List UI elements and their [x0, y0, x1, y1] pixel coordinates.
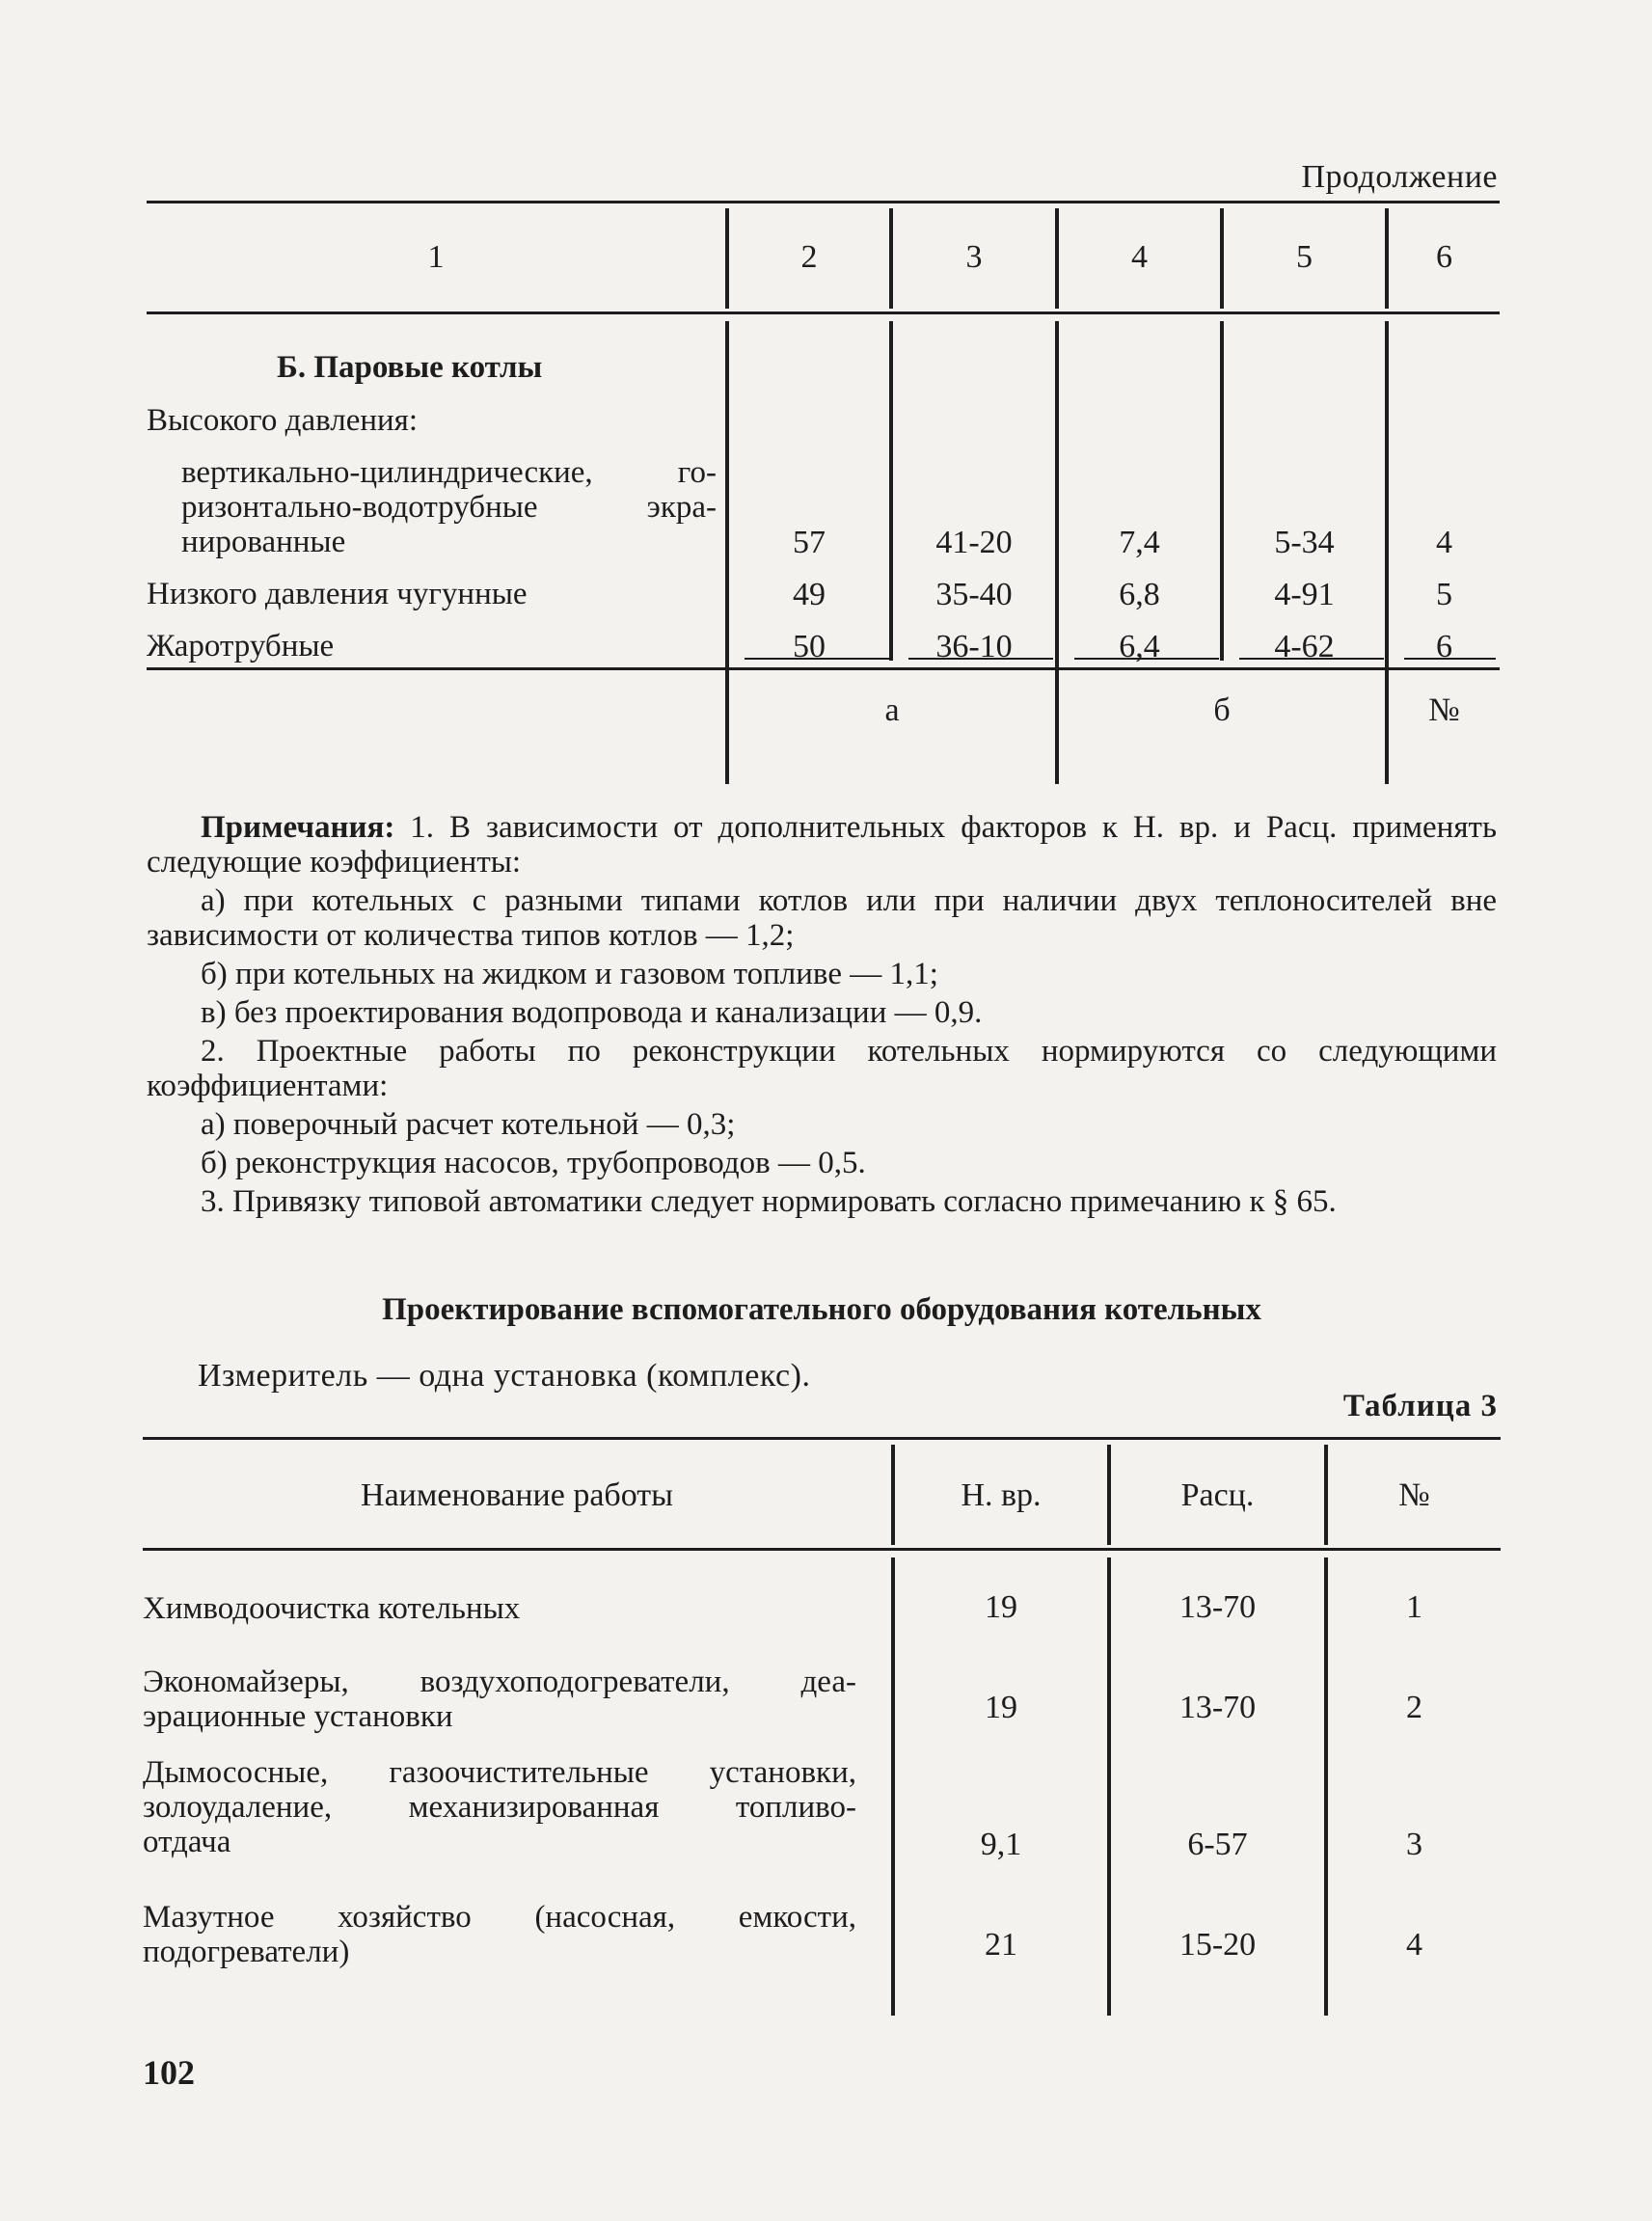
cell-value: 7,4 [1119, 525, 1160, 560]
cell-norm-time: 9,1 [980, 1827, 1022, 1862]
cell-value: 35-40 [935, 577, 1013, 612]
cell-norm-time: 19 [985, 1690, 1017, 1725]
note-paragraph: б) при котельных на жидком и газовом топливе — 1,1; [201, 957, 938, 991]
row-name-line: Дымососные, газоочистительные установки, [143, 1755, 856, 1790]
group-label: Высокого давления: [147, 403, 419, 438]
cell-rate: 6-57 [1187, 1827, 1248, 1862]
note-paragraph: в) без проектирования водопровода и канализации — 0,9. [201, 995, 983, 1030]
row-name: Химводоочистка котельных [143, 1591, 521, 1626]
section-heading: Б. Паровые котлы [277, 350, 543, 385]
header-col-2: 2 [800, 239, 818, 275]
row-name-line: эрационные установки [143, 1699, 453, 1734]
header-col-1: 1 [427, 239, 445, 275]
table-rule-top [143, 1437, 1501, 1440]
row-name [143, 1665, 856, 1734]
row-name-line: ризонтально-водотрубные экра- [181, 490, 717, 525]
cell-number: 1 [1406, 1589, 1422, 1625]
row-name-line: Мазутное хозяйство (насосная, емкости, [143, 1900, 856, 1935]
cell-value: 41-20 [935, 525, 1013, 560]
notes [147, 810, 1497, 1223]
cell-rate: 13-70 [1178, 1690, 1257, 1725]
note-paragraph: б) реконструкция насосов, трубопроводов — 0,5. [201, 1146, 866, 1180]
row-name [181, 455, 717, 559]
row-name-line: Экономайзеры, воздухоподогреватели, деа- [143, 1665, 856, 1699]
cell-value: 4-62 [1274, 629, 1335, 664]
footer-number: № [1428, 692, 1460, 728]
header-col-6: 6 [1436, 239, 1452, 275]
row-name: Низкого давления чугунные [147, 577, 528, 611]
table-rule-header [147, 311, 1500, 314]
note-paragraph: 2. Проектные работы по реконструкции котельных нормируются со следующими коэффициентами: [147, 1034, 1497, 1103]
row-name-line: отдача [143, 1825, 231, 1859]
cell-norm-time: 19 [985, 1589, 1017, 1625]
table-steam-boilers [147, 201, 1500, 789]
measure-unit: Измеритель — одна установка (комплекс). [198, 1358, 811, 1394]
footer-group-b: б [1213, 692, 1231, 728]
cell-value: 4-91 [1274, 577, 1335, 612]
table-rule-header [143, 1548, 1501, 1551]
notes-label: Примечания: [201, 810, 395, 845]
row-name-line: золоудаление, механизированная топливо- [143, 1790, 856, 1825]
cell-rate: 13-70 [1178, 1589, 1257, 1625]
page-number: 102 [143, 2053, 195, 2092]
section-title: Проектирование вспомогательного оборудования котельных [382, 1292, 1261, 1327]
cell-value: 5-34 [1274, 525, 1335, 560]
header-col-3: 3 [965, 239, 983, 275]
row-name-line: нированные [181, 525, 346, 559]
note-paragraph: Примечания: 1. В зависимости от дополнительных факторов к Н. вр. и Расц. применять следующие коэффициенты: [147, 810, 1497, 880]
cell-rate: 15-20 [1178, 1927, 1257, 1963]
table-rule-body-end [147, 667, 1500, 670]
cell-value: 6,4 [1119, 629, 1160, 664]
row-name [143, 1900, 856, 1969]
cell-value: 5 [1436, 577, 1452, 612]
cell-value: 4 [1436, 525, 1452, 560]
cell-number: 4 [1406, 1927, 1422, 1963]
cell-value: 50 [793, 629, 826, 664]
header-col-4: 4 [1131, 239, 1148, 275]
cell-norm-time: 21 [985, 1927, 1017, 1963]
row-name-line: подогреватели) [143, 1935, 350, 1969]
cell-number: 2 [1406, 1690, 1422, 1725]
note-paragraph: а) поверочный расчет котельной — 0,3; [201, 1107, 736, 1142]
continuation-label: Продолжение [1301, 159, 1498, 195]
table-number-label: Таблица 3 [1342, 1389, 1498, 1423]
footer-group-a: а [884, 692, 900, 728]
cell-value: 6,8 [1119, 577, 1160, 612]
row-name [143, 1755, 856, 1859]
table-auxiliary-equipment [143, 1437, 1501, 2016]
note-paragraph: 3. Привязку типовой автоматики следует нормировать согласно примечанию к § 65. [201, 1184, 1337, 1219]
row-name-line: вертикально-цилиндрические, го- [181, 455, 717, 490]
note-paragraph: а) при котельных с разными типами котлов или при наличии двух теплоносителей вне зависимости от количества типов котлов — 1,2; [147, 883, 1497, 953]
table-rule-top [147, 201, 1500, 203]
header-norm-time: Н. вр. [961, 1477, 1042, 1513]
row-name: Жаротрубные [147, 629, 335, 664]
header-work-name: Наименование работы [361, 1477, 673, 1513]
cell-number: 3 [1406, 1827, 1422, 1862]
cell-value: 36-10 [935, 629, 1013, 664]
cell-value: 57 [793, 525, 826, 560]
header-rate: Расц. [1180, 1477, 1255, 1513]
cell-value: 49 [793, 577, 826, 612]
cell-value: 6 [1436, 629, 1452, 664]
header-col-5: 5 [1296, 239, 1313, 275]
header-number: № [1398, 1477, 1430, 1513]
